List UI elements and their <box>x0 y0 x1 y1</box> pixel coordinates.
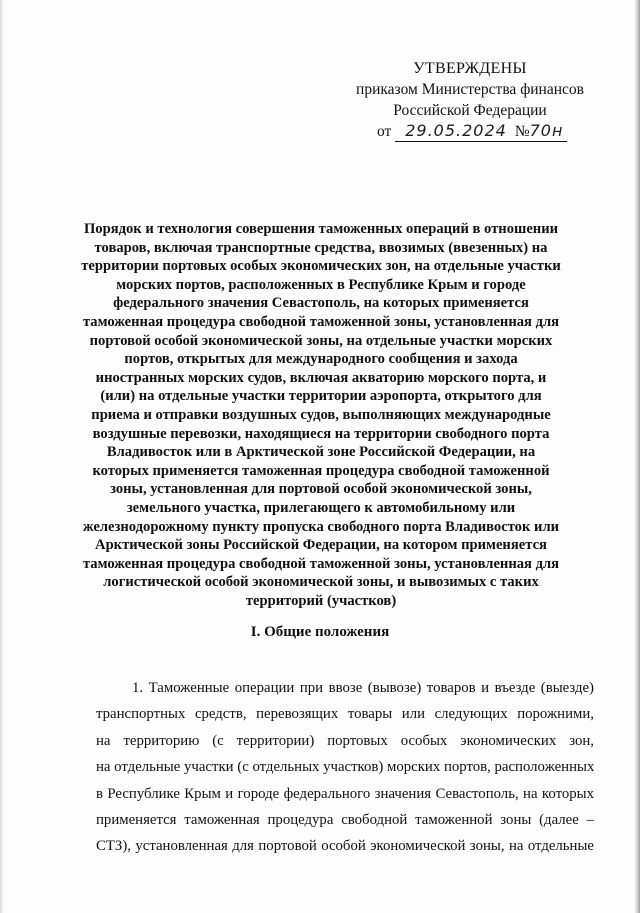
title-line: воздушные перевозки, находящиеся на территории свободного порта <box>92 425 550 442</box>
title-line: территории портовых особых экономических зон, на отдельные участки <box>81 258 561 275</box>
title-line: приема и отправки воздушных судов, выполняющих международные <box>91 406 551 423</box>
approval-title: УТВЕРЖДЕНЫ <box>413 60 527 77</box>
title-line: иностранных морских судов, включая акваторию морского порта, и <box>95 369 547 386</box>
date-prefix: от <box>377 123 392 140</box>
number-sign: № <box>514 123 530 140</box>
title-line: федерального значения Севастополь, на которых применяется <box>113 295 529 312</box>
body-paragraph <box>96 675 594 860</box>
title-line: Владивосток или в Арктической зоне Российской Федерации, на <box>106 444 536 461</box>
title-line: таможенная процедура свободной таможенной зоны, установленная для <box>82 555 560 572</box>
body-line: 1. Таможенные операции при ввозе (вывозе) товаров и въезде (выезде) <box>132 680 594 696</box>
date-field <box>395 122 511 142</box>
title-line: портовой особой экономической зоны, на отдельные участки морских <box>89 332 553 349</box>
number-field <box>511 122 568 142</box>
handwritten-number: 70н <box>529 121 564 140</box>
title-line: земельного участка, прилегающего к автомобильному или <box>126 499 516 516</box>
title-line: Порядок и технология совершения таможенных операций в отношении <box>83 221 559 237</box>
body-line: на территорию (с территории) портовых особых экономических зон, <box>96 732 594 749</box>
title-line: железнодорожному пункту пропуска свободного порта Владивосток или <box>82 518 560 535</box>
body-line: в Республике Крым и городе федерального значения Севастополь, на которых <box>96 785 594 802</box>
title-line: портов, открытых для международного сообщения и захода <box>124 351 518 368</box>
title-line: (или) на отдельные участки территории аэропорта, открытого для <box>100 388 542 405</box>
title-line: таможенная процедура свободной таможенной зоны, установленная для <box>82 313 560 330</box>
document-title <box>78 220 564 610</box>
title-line: территорий (участков) <box>245 592 397 609</box>
scan-edge-right <box>634 0 640 913</box>
body-line: на отдельные участки (с отдельных участков) морских портов, расположенных <box>96 759 594 776</box>
approval-line-country: Российской Федерации <box>393 102 547 119</box>
title-line: морских портов, расположенных в Республике Крым и городе <box>116 276 526 293</box>
body-line: транспортных средств, перевозящих товары или следующих порожними, <box>96 706 594 723</box>
section-heading: I. Общие положения <box>250 624 390 640</box>
body-line: применяется таможенная процедура свободной таможенной зоны (далее – <box>96 811 594 828</box>
title-line: Арктической зоны Российской Федерации, на котором применяется <box>95 537 547 554</box>
scan-edge-left <box>0 0 4 913</box>
title-line: которых применяется таможенная процедура свободной таможенной <box>92 462 550 479</box>
body-line: СТЗ), установленная для портовой особой экономической зоны, на отдельные <box>96 838 594 855</box>
title-line: зоны, установленная для портовой особой экономической зоны, <box>110 481 532 498</box>
title-line: логистической особой экономической зоны, и вывозимых с таких <box>103 574 539 591</box>
approval-date-line <box>350 121 590 142</box>
approval-line-ministry: приказом Министерства финансов <box>356 81 584 98</box>
approval-block <box>350 58 590 142</box>
handwritten-date: 29.05.2024 <box>405 121 507 140</box>
title-line: товаров, включая транспортные средства, ввозимых (ввезенных) на <box>94 239 548 256</box>
